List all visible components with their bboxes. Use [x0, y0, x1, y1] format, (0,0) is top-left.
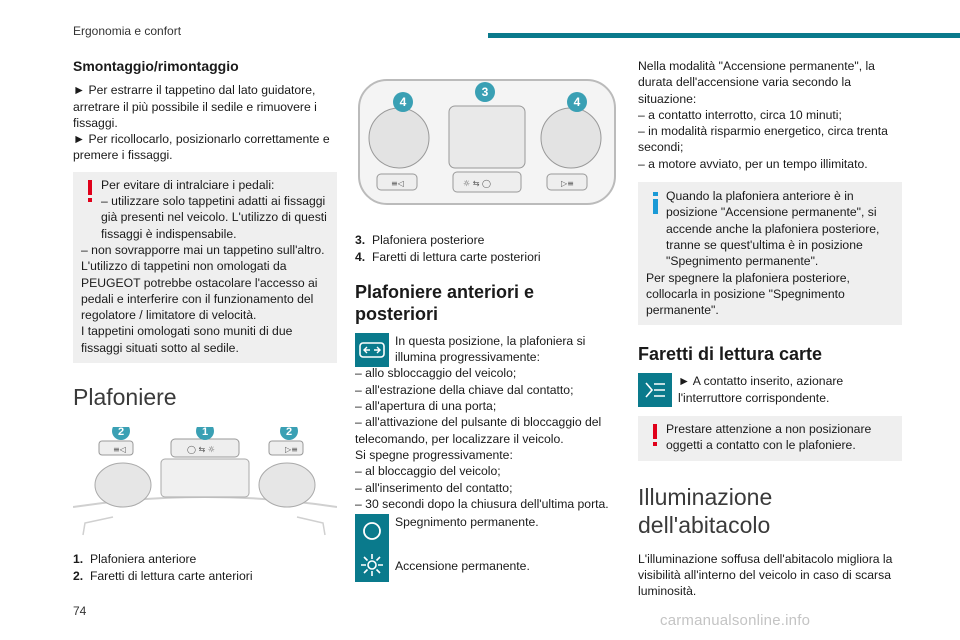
list-item: – all'attivazione del pulsante di bloccaggio del telecomando, per localizzare il veicolo.: [355, 415, 602, 446]
info-icon: [653, 192, 658, 214]
warning-icon: [87, 180, 93, 202]
callout-badge: 3: [481, 85, 489, 99]
section-heading: Smontaggio/rimontaggio: [73, 58, 239, 74]
info-line: Quando la plafoniera anteriore è in posizione "Accensione permanente", si accende anche la plafoniera posteriore, tranne se quest'ultima è in posizione "Spegnimento permanente".: [666, 189, 880, 269]
figure-caption: [355, 232, 619, 265]
warning-icon: [652, 424, 658, 446]
paragraph: L'illuminazione soffusa dell'abitacolo migliora la visibilità all'interno del veicolo in caso di scarsa luminosità.: [638, 551, 893, 599]
callout-badge: 2: [285, 427, 293, 439]
header-accent-bar: [488, 33, 960, 38]
front-lights-figure: [73, 427, 337, 541]
caption-number: 3.: [355, 233, 366, 248]
caption-text: Faretti di lettura carte anteriori: [89, 568, 253, 583]
circle-off-icon: [355, 514, 389, 548]
reading-lamp-row: [638, 373, 902, 406]
column-3: [638, 58, 902, 600]
warning-line: I tappetini omologati sono muniti di due fissaggi situati sotto al sedile.: [81, 324, 293, 355]
reading-lamp-text: ► A contatto inserito, azionare l'interruttore corrispondente.: [678, 374, 844, 405]
paragraph: Nella modalità "Accensione permanente", la durata dell'accensione varia secondo la situazione:: [638, 59, 875, 106]
caption-text: Faretti di lettura carte posteriori: [371, 249, 541, 264]
door-mode-icon: [355, 333, 389, 367]
svg-text:▷≡: ▷≡: [285, 445, 298, 455]
svg-text:◯ ⇆ ☼: ◯ ⇆ ☼: [187, 445, 215, 455]
list-item: – a motore avviato, per un tempo illimitato.: [638, 156, 868, 171]
warning-line: L'utilizzo di tappetini non omologati da PEUGEOT potrebbe ostacolare l'accesso ai pedali e interferire con il funzionamento del regolatore / limitatore di velocità.: [81, 259, 318, 323]
column-1: [73, 58, 337, 584]
reading-lamp-icon: [638, 373, 672, 407]
on-mode-row: [355, 548, 619, 580]
chapter-title: Illuminazione dell'abitacolo: [638, 483, 773, 538]
rear-ceiling-light-illustration: [355, 76, 619, 206]
figure-caption: [73, 551, 337, 584]
off-label: Spegnimento permanente.: [395, 515, 539, 530]
off-intro: Si spegne progressivamente:: [355, 447, 513, 462]
caption-number: 4.: [355, 249, 366, 264]
list-item: – allo sbloccaggio del veicolo;: [355, 366, 517, 381]
svg-text:▷≡: ▷≡: [561, 179, 574, 188]
list-item: – 30 secondi dopo la chiusura dell'ultima porta.: [355, 496, 609, 511]
list-item: – all'estrazione della chiave dal contatto;: [355, 382, 574, 397]
warning-line: Prestare attenzione a non posizionare oggetti a contatto con le plafoniere.: [666, 422, 872, 453]
section-heading: Plafoniere anteriori e posteriori: [355, 281, 535, 324]
callout-badge: 1: [201, 427, 209, 439]
svg-text:≡◁: ≡◁: [113, 445, 126, 455]
off-mode-row: [355, 514, 619, 546]
callout-badge: 4: [399, 95, 407, 109]
chapter-title: Plafoniere: [73, 384, 177, 411]
warning-box: [73, 172, 337, 363]
caption-number: 1.: [73, 552, 84, 567]
list-item: – all'inserimento del contatto;: [355, 480, 513, 495]
page-number: 74: [73, 604, 87, 618]
svg-text:☼ ⇆ ◯: ☼ ⇆ ◯: [463, 179, 491, 188]
caption-number: 2.: [73, 568, 84, 583]
warning-box: [638, 416, 902, 461]
rear-lights-figure: [355, 76, 619, 210]
column-2: [355, 76, 619, 580]
section-heading: Faretti di lettura carte: [638, 344, 823, 365]
svg-text:≡◁: ≡◁: [391, 179, 404, 188]
callout-badge: 4: [573, 95, 581, 109]
info-line: Per spegnere la plafoniera posteriore, collocarla in posizione "Spegnimento permanente".: [646, 270, 850, 318]
instruction-paragraph: ► Per ricollocarlo, posizionarlo correttamente e premere i fissaggi.: [73, 132, 330, 163]
warning-line: – utilizzare solo tappetini adatti ai fissaggi già presenti nel veicolo. L'utilizzo di questi fissaggi è indispensabile.: [101, 194, 327, 241]
on-label: Accensione permanente.: [395, 559, 530, 574]
list-item: – in modalità risparmio energetico, circa trenta secondi;: [638, 124, 888, 155]
warning-line: – non sovrapporre mai un tappetino sull'altro.: [81, 242, 325, 257]
door-mode-intro: In questa posizione, la plafoniera si illumina progressivamente:: [395, 333, 586, 365]
caption-text: Plafoniera anteriore: [89, 552, 197, 567]
instruction-paragraph: ► Per estrarre il tappetino dal lato guidatore, arretrare il più possibile il sedile e rimuovere i fissaggi.: [73, 83, 317, 130]
watermark: carmanualsonline.info: [660, 612, 811, 629]
running-header: Ergonomia e confort: [73, 24, 182, 38]
list-item: – all'apertura di una porta;: [355, 399, 497, 414]
sun-on-icon: [355, 548, 389, 582]
door-mode-row: [355, 333, 619, 366]
list-item: – al bloccaggio del veicolo;: [355, 464, 501, 479]
callout-badge: 2: [117, 427, 125, 439]
warning-line: Per evitare di intralciare i pedali:: [101, 177, 275, 192]
list-item: – a contatto interrotto, circa 10 minuti;: [638, 107, 842, 122]
front-ceiling-light-illustration: [73, 427, 337, 537]
info-box: [638, 182, 902, 325]
caption-text: Plafoniera posteriore: [371, 233, 485, 248]
